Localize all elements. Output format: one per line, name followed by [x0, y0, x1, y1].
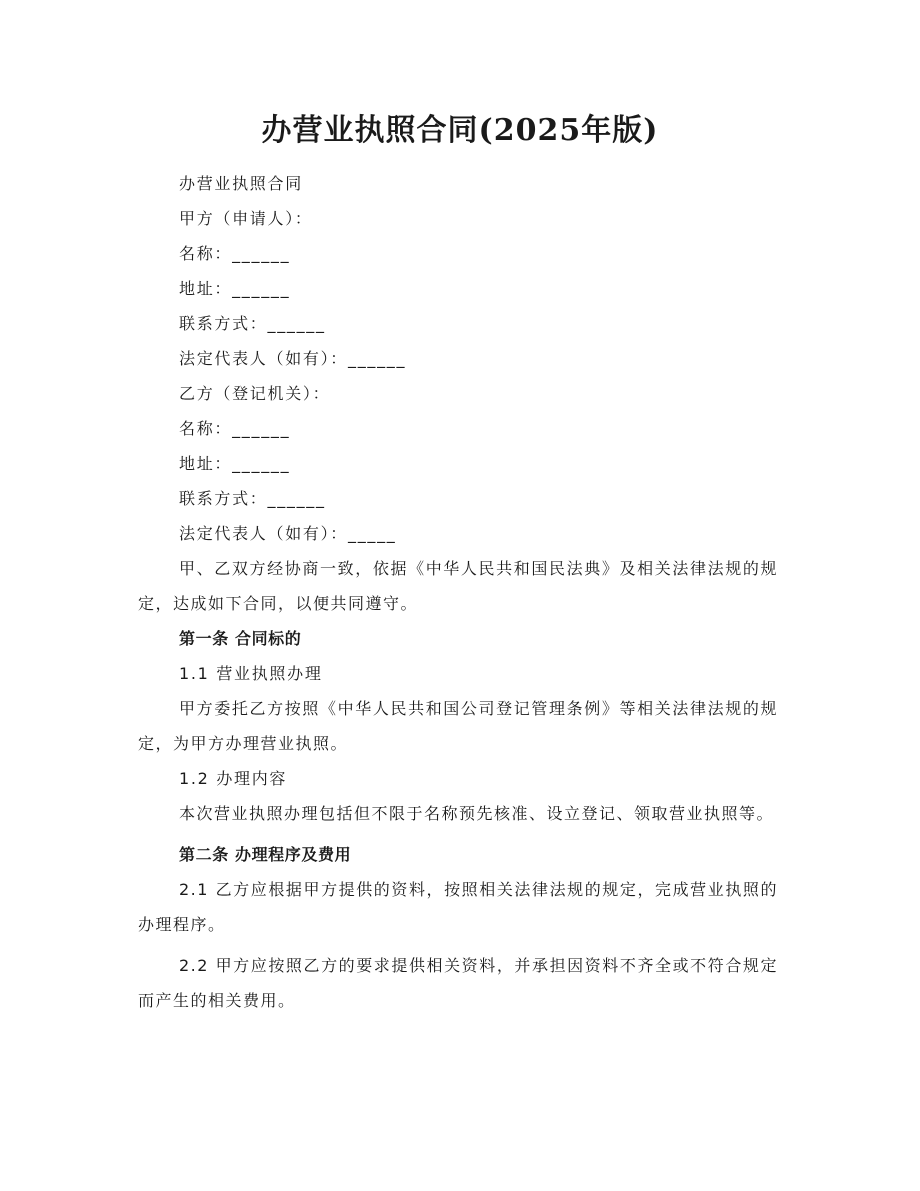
party-a-legal-rep: 法定代表人（如有）：______ [179, 349, 407, 368]
article-1-1-title: 1.1 营业执照办理 [179, 664, 323, 683]
preamble-paragraph: 甲、乙双方经协商一致，依据《中华人民共和国民法典》及相关法律法规的规定，达成如下合同，以便共同遵守。 [138, 559, 778, 613]
document-body [0, 166, 920, 1018]
article-1-2-text: 本次营业执照办理包括但不限于名称预先核准、设立登记、领取营业执照等。 [179, 804, 775, 823]
party-a-heading: 甲方（申请人）： [179, 209, 313, 228]
article-1-1-text: 甲方委托乙方按照《中华人民共和国公司登记管理条例》等相关法律法规的规定，为甲方办理营业执照。 [138, 699, 778, 753]
contract-subtitle: 办营业执照合同 [179, 174, 303, 193]
party-b-legal-rep: 法定代表人（如有）：_____ [179, 524, 397, 543]
party-a-contact: 联系方式：______ [179, 314, 326, 333]
article-1-heading: 第一条 合同标的 [179, 629, 302, 648]
party-b-name: 名称：______ [179, 419, 291, 438]
party-b-heading: 乙方（登记机关）： [179, 384, 331, 403]
document-title: 办营业执照合同(2025年版) [261, 113, 659, 148]
party-b-contact: 联系方式：______ [179, 489, 326, 508]
party-a-address: 地址：______ [179, 279, 291, 298]
article-2-1-text: 2.1 乙方应根据甲方提供的资料，按照相关法律法规的规定，完成营业执照的办理程序。 [138, 880, 778, 934]
article-2-heading: 第二条 办理程序及费用 [179, 845, 352, 864]
article-2-2-text: 2.2 甲方应按照乙方的要求提供相关资料，并承担因资料不齐全或不符合规定而产生的相关费用。 [138, 956, 778, 1010]
article-1-2-title: 1.2 办理内容 [179, 769, 288, 788]
party-a-name: 名称：______ [179, 244, 291, 263]
party-b-address: 地址：______ [179, 454, 291, 473]
